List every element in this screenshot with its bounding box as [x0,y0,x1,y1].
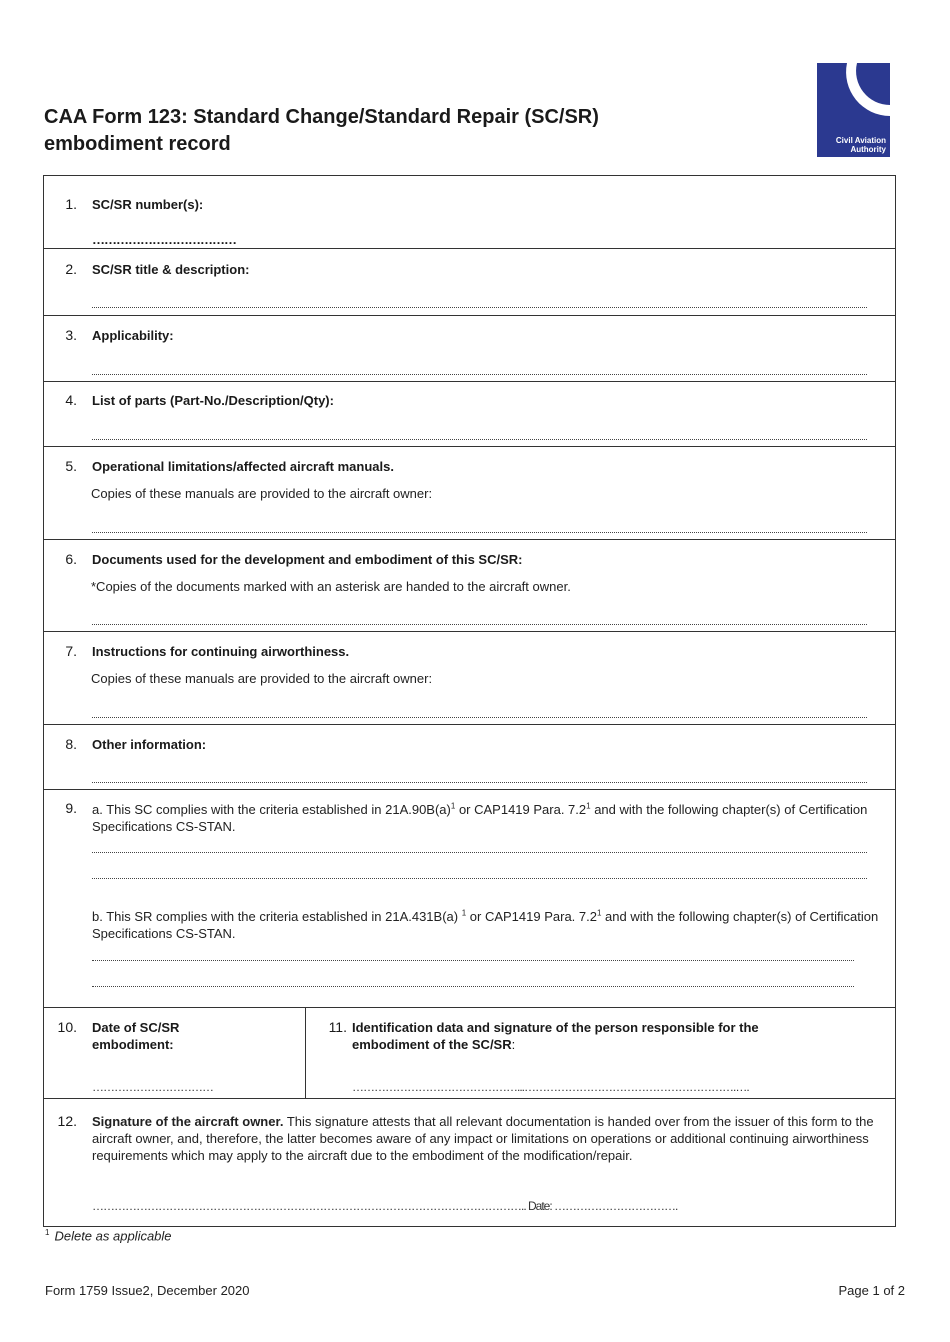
footnote-mark: 1 [45,1228,50,1237]
section-9-compliance [44,790,895,1008]
logo-text-line-1: Civil Aviation [835,136,886,145]
owner-signature-and-date-field[interactable]: ……………………………………………………………………………………………………….. Date: ……………………………. [92,1199,678,1213]
caa-logo [817,63,890,157]
operational-limitations-field[interactable] [92,532,867,533]
section-number: 9. [65,800,77,816]
continuing-airworthiness-field[interactable] [92,717,867,718]
section-label: Operational limitations/affected aircraft manuals. [92,459,394,474]
list-of-parts-field[interactable] [92,439,867,440]
section-8-other-information [44,725,895,790]
sr-chapters-field-1[interactable] [92,960,854,961]
section-12-owner-signature [44,1099,895,1226]
section-number: 8. [65,736,77,752]
form-identifier: Form 1759 Issue2, December 2020 [45,1283,250,1298]
label-colon: : [511,1037,516,1052]
sc-chapters-field-2[interactable] [92,878,867,879]
column-divider [305,1008,306,1098]
footnote-text: Delete as applicable [54,1228,172,1244]
sc-chapters-field-1[interactable] [92,852,867,853]
section-number: 3. [65,327,77,343]
section-note: *Copies of the documents marked with an asterisk are handed to the aircraft owner. [91,579,571,594]
section-number: 12. [57,1113,77,1129]
section-label: Signature of the aircraft owner. [92,1114,284,1129]
logo-text-line-2: Authority [850,145,886,154]
section-6-documents-used [44,540,895,632]
applicability-field[interactable] [92,374,867,375]
section-10-11-embodiment [44,1008,895,1099]
documents-used-field[interactable] [92,624,867,625]
label-line-2: embodiment: [92,1037,174,1052]
section-5-operational-limitations [44,447,895,540]
section-note: Copies of these manuals are provided to the aircraft owner: [91,486,433,501]
section-number: 4. [65,392,77,408]
section-7-continuing-airworthiness [44,632,895,725]
sc-text-part-1: a. This SC complies with the criteria established in 21A.90B(a) [92,802,451,817]
title-description-field[interactable] [92,307,867,308]
section-note: Copies of these manuals are provided to the aircraft owner: [91,671,433,686]
sr-chapters-field-2[interactable] [92,986,854,987]
section-number: 6. [65,551,77,567]
page-title [44,104,744,158]
section-number: 10. [57,1019,77,1035]
section-label: SC/SR title & description: [92,262,250,277]
section-label: SC/SR number(s): [92,197,204,212]
footnote-ref: 1 [586,801,591,811]
section-3-applicability [44,316,895,382]
identification-signature-field[interactable]: ………………………………………...………………………………………………….…. [352,1080,749,1094]
sr-text-part-1: b. This SR complies with the criteria established in 21A.431B(a) [92,909,462,924]
section-1-sc-sr-number [44,176,895,249]
section-label: Instructions for continuing airworthiness. [92,644,350,659]
footnote-ref: 1 [461,908,467,918]
embodiment-record-form [43,175,896,1227]
sr-text-part-2: or CAP1419 Para. 7.2 [466,909,597,924]
section-label: Applicability: [92,328,174,343]
sr-text-part-3: and with the following chapter(s) of Certification Specifications CS-STAN. [92,909,879,941]
section-number: 7. [65,643,77,659]
section-label: Documents used for the development and embodiment of this SC/SR: [92,552,523,567]
section-number: 11. [328,1019,347,1035]
label-line-1: Date of SC/SR [92,1020,180,1035]
sc-sr-number-field[interactable]: ……………………………… [92,232,236,247]
section-label: Other information: [92,737,207,752]
section-2-title-description [44,249,895,316]
sc-text-part-3: and with the following chapter(s) of Certification Specifications CS-STAN. [92,802,868,834]
date-of-embodiment-label [92,1019,179,1053]
title-line-2: embodiment record [44,133,231,155]
other-information-field[interactable] [92,782,867,783]
date-of-embodiment-field[interactable]: …………………………… [92,1080,213,1094]
title-line-1: CAA Form 123: Standard Change/Standard Repair (SC/SR) [44,106,599,128]
footnote-ref: 1 [450,801,456,811]
section-number: 5. [65,458,77,474]
statement-text: This signature attests that all relevant documentation is handed over from the issuer of this form to the aircraft owner, and, therefore, the latter becomes aware of any impact or limitations on operations or additional continuing airworthiness requirements which may apply to the aircraft due to the embodiment of the modification/repair. [92,1114,874,1163]
footnote-ref: 1 [596,908,602,918]
footnote [45,1228,172,1243]
section-4-list-of-parts [44,382,895,447]
label-line-2: embodiment of the SC/SR [352,1037,512,1052]
sc-text-part-2: or CAP1419 Para. 7.2 [455,802,587,817]
compliance-statement-sc [92,801,882,835]
page-number: Page 1 of 2 [838,1283,905,1298]
section-label: List of parts (Part-No./Description/Qty): [92,393,334,408]
compliance-statement-sr [92,908,882,942]
label-line-1: Identification data and signature of the person responsible for the [352,1020,759,1035]
section-number: 1. [65,196,77,212]
section-number: 2. [65,261,77,277]
identification-signature-label [352,1019,852,1053]
owner-signature-statement [92,1113,877,1164]
